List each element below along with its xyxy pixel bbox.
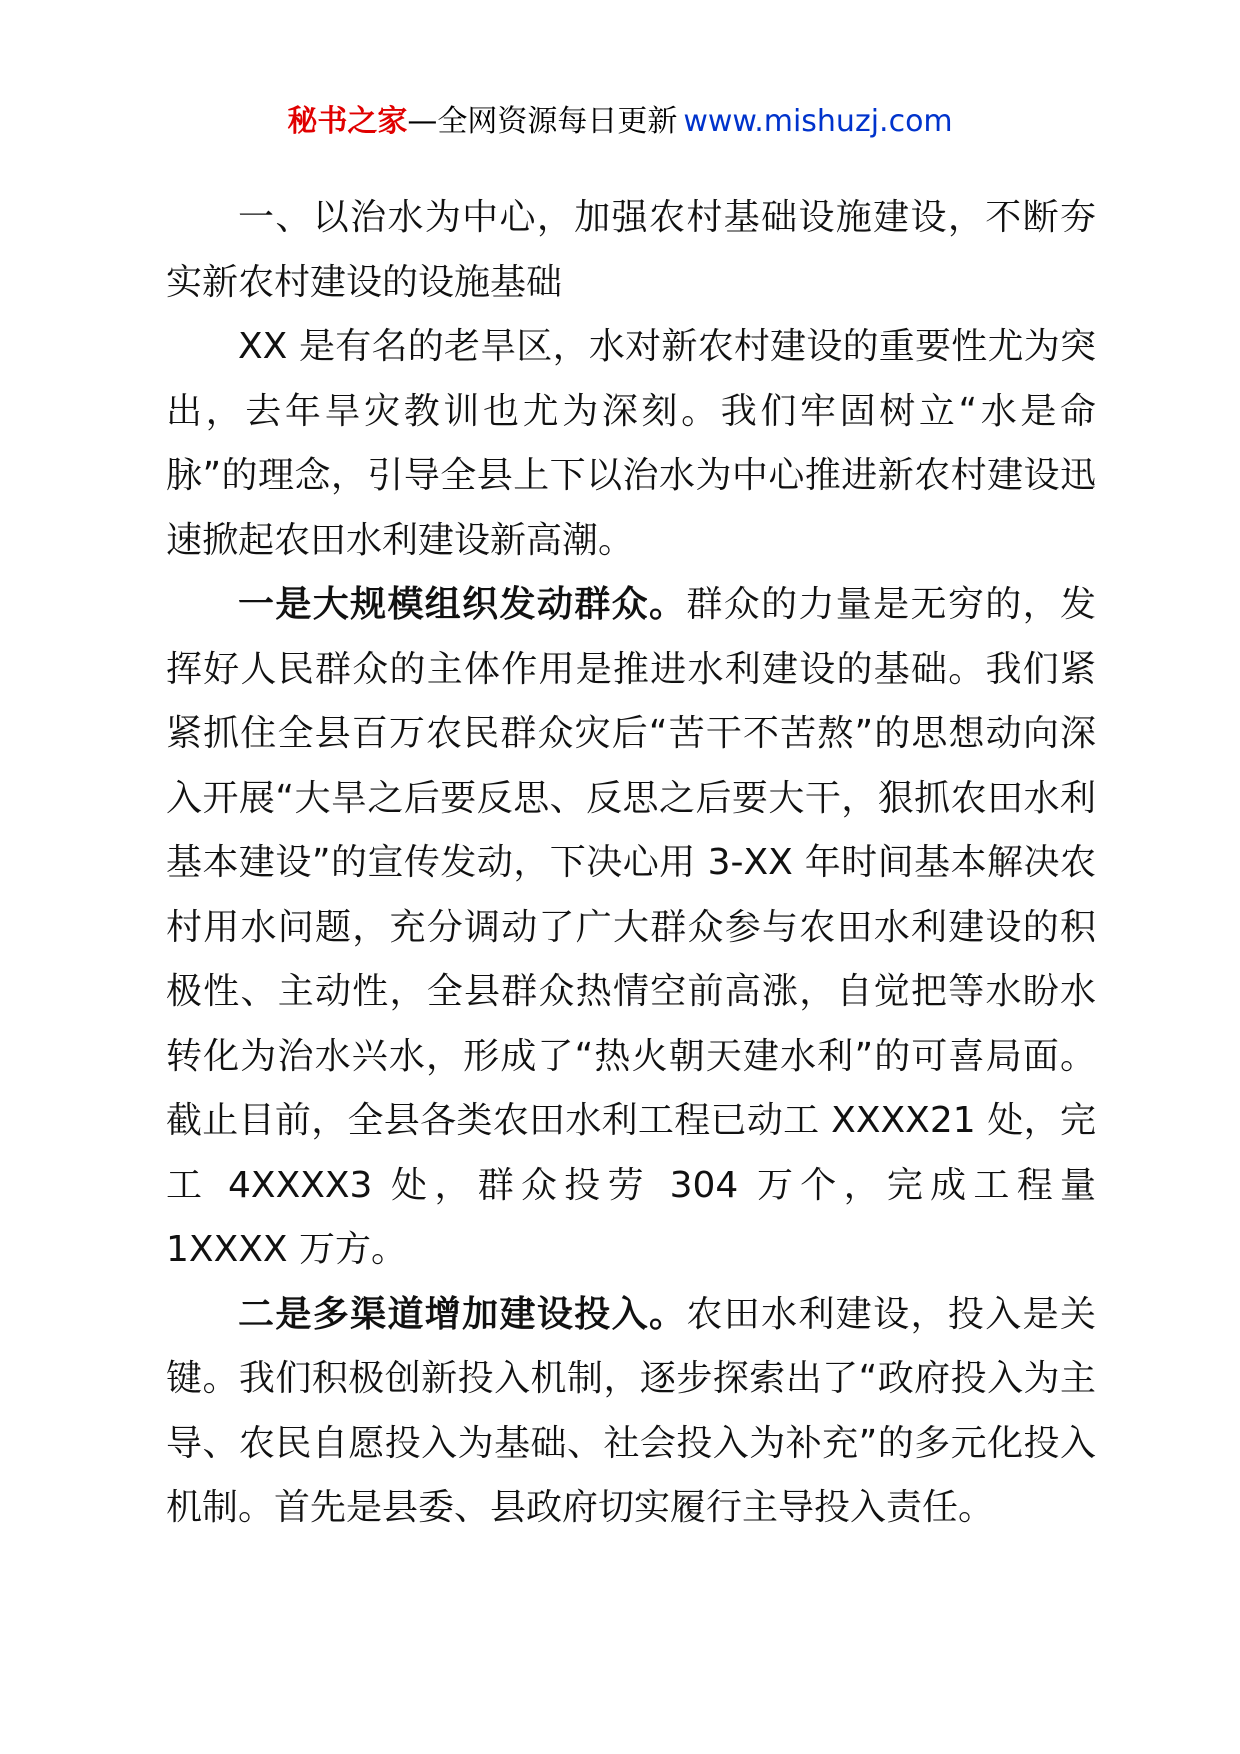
paragraph-text: XX 是有名的老旱区，水对新农村建设的重要性尤为突出，去年旱灾教训也尤为深刻。我们牢固树立“水是命脉”的理念，引导全县上下以治水为中心推进新农村建设迅速掀起农田水利建设新高潮。	[166, 326, 1096, 561]
site-name: 秘书之家	[287, 104, 408, 139]
site-url-link[interactable]: www.mishuzj.com	[683, 104, 953, 139]
paragraph-investment	[166, 1283, 1096, 1541]
paragraph-text: 群众的力量是无穷的，发挥好人民群众的主体作用是推进水利建设的基础。我们紧紧抓住全县百万农民群众灾后“苦干不苦熬”的思想动向深入开展“大旱之后要反思、反思之后要大干，狠抓农田水利基本建设”的宣传发动，下决心用 3-XX 年时间基本解决农村用水问题，充分调动了广大群众参与农田水利建设的积极性、主动性，全县群众热情空前高涨，自觉把等水盼水转化为治水兴水，形成了“热火朝天建水利”的可喜局面。截止目前，全县各类农田水利工程已动工 XXXX21 处，完工 4XXXX3 处，群众投劳 304 万个，完成工程量 1XXXX 万方。	[166, 584, 1096, 1270]
paragraph-text: 农田水利建设，投入是关键。我们积极创新投入机制，逐步探索出了“政府投入为主导、农民自愿投入为基础、社会投入为补充”的多元化投入机制。首先是县委、县政府切实履行主导投入责任。	[166, 1293, 1096, 1528]
paragraph-mobilize-masses	[166, 573, 1096, 1283]
document-body	[166, 186, 1096, 1541]
section-heading-text: 一、以治水为中心，加强农村基础设施建设，不断夯实新农村建设的设施基础	[166, 197, 1096, 303]
paragraph-intro	[166, 315, 1096, 573]
paragraph-lead: 二是多渠道增加建设投入。	[238, 1293, 687, 1335]
site-tagline: —全网资源每日更新	[407, 104, 678, 139]
paragraph-lead: 一是大规模组织发动群众。	[238, 584, 687, 625]
section-heading	[166, 186, 1096, 315]
page-header	[0, 102, 1240, 142]
